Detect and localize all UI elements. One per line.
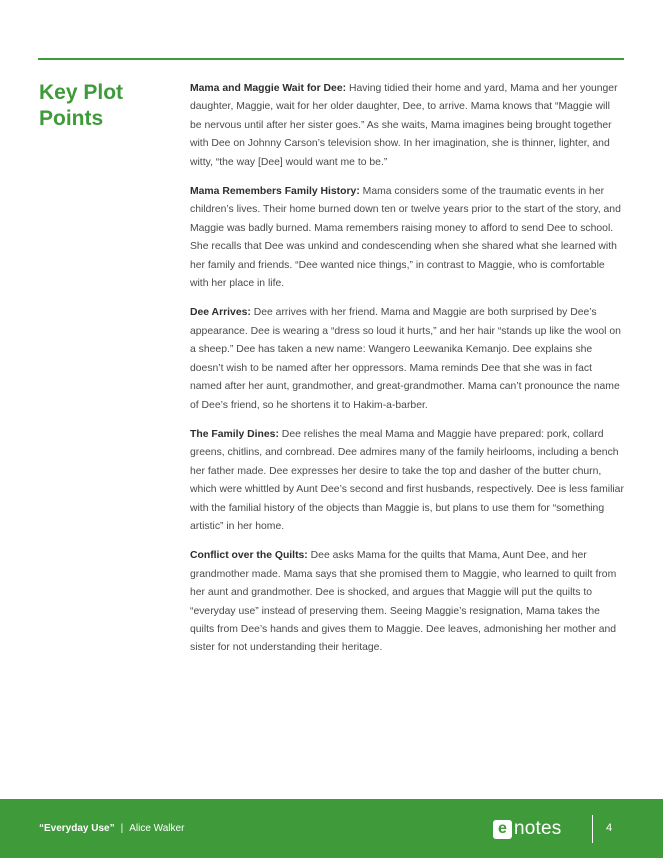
plot-point-body: Dee relishes the meal Mama and Maggie have prepared: pork, collard greens, chitlins, and cornbread. Dee admires many of the family heirlooms, including a bench her father made. Dee expresses her desire to take the top and dasher of the butter churn, which were whittled by Aunt Dee’s second and first husbands, respectively. Dee is less familiar with the familial history of the objects than Maggie is, but plans to use them for “something artistic” in her home. [190,428,624,532]
plot-point-body: Mama considers some of the traumatic events in her children’s lives. Their home burned down ten or twelve years prior to the start of the story, and Maggie was badly burned. Mama remembers raising money to afford to send Dee to school. She recalls that Dee was unkind and condescending when she shared what she learned with her family and friends. “Dee wanted nice things,” in contrast to Maggie, who is comfortable with her place in life. [190,186,621,290]
plot-point-family-dines [190,426,624,536]
plot-points-list [190,80,624,669]
footer-separator: | [120,823,124,834]
enotes-logo-word: notes [514,818,562,839]
plot-point-heading: Conflict over the Quilts: [190,550,308,562]
plot-point-body: Dee asks Mama for the quilts that Mama, Aunt Dee, and her grandmother made. Mama says that she promised them to Maggie, who learned to quilt from her aunt and grandmother. Dee is shocked, and argues that Maggie will put the quilts to “everyday use” instead of preserving them. Seeing Maggie’s resignation, Mama takes the quilts from Dee’s hands and gives them to Maggie. Dee leaves, admonishing her mother and sister for not understanding their heritage. [190,550,617,654]
page-footer [0,799,663,858]
plot-point-heading: Mama and Maggie Wait for Dee: [190,83,347,94]
footer-divider [592,815,593,843]
plot-point-family-history [190,183,624,293]
enotes-logo-mark-icon: e [493,820,512,839]
plot-point-dee-arrives [190,304,624,414]
top-divider [38,58,624,60]
footer-author: Alice Walker [129,823,185,834]
plot-point-heading: Mama Remembers Family History: [190,186,360,198]
plot-point-heading: Dee Arrives: [190,307,251,319]
plot-point-wait-for-dee [190,80,624,172]
page-number: 4 [606,822,613,834]
footer-book-title: “Everyday Use” [39,823,115,834]
plot-point-body: Dee arrives with her friend. Mama and Maggie are both surprised by Dee’s appearance. Dee is wearing a “dress so loud it hurts,” and her hair “stands up like the wool on a sheep.” Dee has taken a new name: Wangero Leewanika Kemanjo. Dee explains she doesn’t wish to be named after her oppressors. Mama reminds Dee that she was in fact named after her aunt, grandmother, and great-grandmother. Mama can’t pronounce the name of Dee’s friend, so he shortens it to Hakim-a-barber. [190,307,621,411]
enotes-logo[interactable] [493,818,561,840]
plot-point-body: Having tidied their home and yard, Mama and her younger daughter, Maggie, wait for her older daughter, Dee, to arrive. Mama knows that “Maggie will be nervous until after her sister goes.” As she waits, Mama imagines being brought together with Dee on Johnny Carson’s television show. In her imagination, she is thinner, lighter, and witty, “the way [Dee] would want me to be.” [190,83,618,168]
footer-citation [39,823,184,834]
plot-point-heading: The Family Dines: [190,428,279,440]
plot-point-quilts-conflict [190,547,624,657]
section-title: Key Plot Points [39,81,124,130]
